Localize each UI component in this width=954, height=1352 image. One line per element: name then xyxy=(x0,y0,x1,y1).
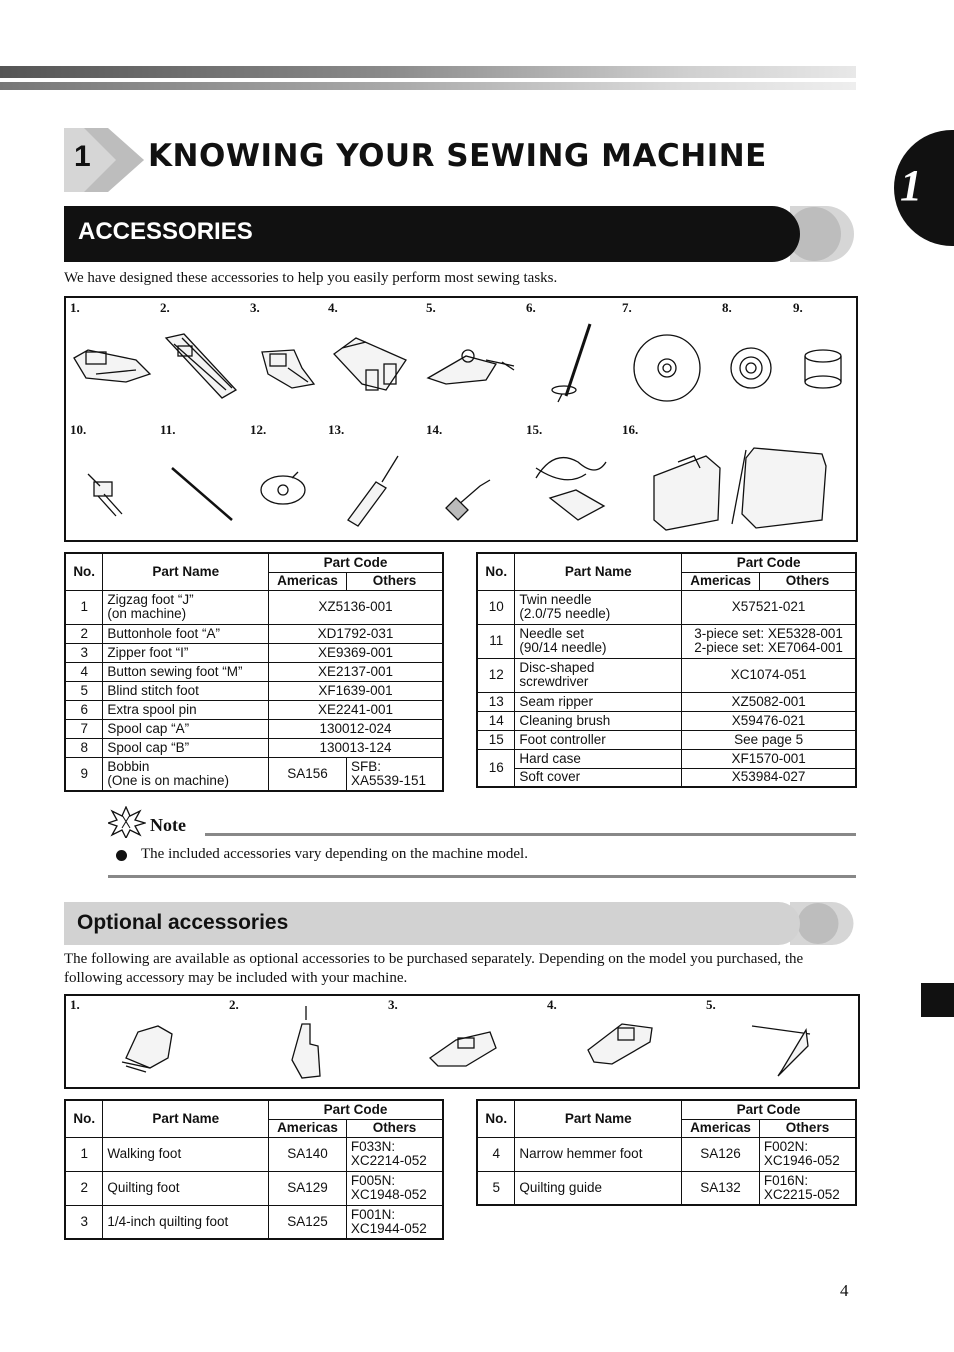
optional-intro: The following are available as optional accessories to be purchased separately. Depending on the model you purchased, the following accessory may be included with your machine. xyxy=(64,951,804,986)
zipper-foot-icon xyxy=(262,350,314,388)
optional-section-title: Optional accessories xyxy=(77,911,289,934)
optional-figure xyxy=(64,994,860,1089)
section-title: ACCESSORIES xyxy=(78,218,253,245)
note-divider xyxy=(205,833,856,836)
table-row: 11 Needle set (90/14 needle) 3-piece set: XE5328-001 2-piece set: XE7064-001 xyxy=(477,624,856,658)
section-intro: We have designed these accessories to help you easily perform most sewing tasks. xyxy=(64,270,558,286)
twin-needle-icon xyxy=(88,474,122,516)
table-row: 12 Disc-shaped screwdriver XC1074-051 xyxy=(477,658,856,692)
table-row: 6 Extra spool pin XE2241-001 xyxy=(65,700,443,719)
figure-label: 16. xyxy=(622,422,639,437)
table-row: 3 1/4-inch quilting foot SA125 F001N: XC1944-052 xyxy=(65,1205,443,1239)
foot-controller-icon xyxy=(536,458,606,520)
figure-label: 12. xyxy=(250,422,267,437)
header-part-code: Part Code xyxy=(269,553,443,572)
needle-icon xyxy=(172,468,232,520)
chapter-number: 1 xyxy=(74,140,91,173)
header-others: Others xyxy=(759,1119,856,1137)
spool-pin-icon xyxy=(552,324,590,402)
figure-label: 2. xyxy=(229,997,239,1012)
table-row: 16 Hard case XF1570-001 xyxy=(477,749,856,768)
walking-foot-icon xyxy=(122,1026,172,1072)
accessories-figure xyxy=(64,296,858,542)
figure-label: 1. xyxy=(70,300,80,315)
optional-table-left xyxy=(64,1099,444,1240)
chapter-side-tab-number: 1 xyxy=(900,161,922,210)
header-no: No. xyxy=(477,553,515,590)
table-row: 14 Cleaning brush X59476-021 xyxy=(477,711,856,730)
narrow-hemmer-foot-icon xyxy=(588,1024,652,1064)
accessories-table-left xyxy=(64,552,444,792)
table-row: 8 Spool cap “B” 130013-124 xyxy=(65,738,443,757)
table-row: 10 Twin needle (2.0/75 needle) X57521-021 xyxy=(477,590,856,624)
figure-label: 3. xyxy=(388,997,398,1012)
header-part-code: Part Code xyxy=(269,1100,443,1119)
table-row: 5 Blind stitch foot XF1639-001 xyxy=(65,681,443,700)
optional-table-right xyxy=(476,1099,857,1206)
header-part-name: Part Name xyxy=(103,553,269,590)
note-star-icon xyxy=(108,806,146,838)
table-row: 9 Bobbin (One is on machine) SA156 SFB: XA5539-151 xyxy=(65,757,443,791)
figure-label: 8. xyxy=(722,300,732,315)
header-part-name: Part Name xyxy=(515,1100,682,1137)
soft-cover-icon xyxy=(732,448,826,528)
header-part-name: Part Name xyxy=(103,1100,269,1137)
figure-label: 5. xyxy=(706,997,716,1012)
header-part-code: Part Code xyxy=(682,553,856,572)
table-row: 2 Quilting foot SA129 F005N: XC1948-052 xyxy=(65,1171,443,1205)
figure-label: 9. xyxy=(793,300,803,315)
figure-label: 4. xyxy=(328,300,338,315)
zigzag-foot-icon xyxy=(74,350,150,382)
figure-label: 10. xyxy=(70,422,87,437)
header-no: No. xyxy=(65,1100,103,1137)
header-others: Others xyxy=(760,572,856,590)
table-row: 3 Zipper foot “I” XE9369-001 xyxy=(65,643,443,662)
accessories-table-right xyxy=(476,552,857,788)
optional-illustration xyxy=(66,996,858,1087)
chapter-title: KNOWING YOUR SEWING MACHINE xyxy=(148,138,767,174)
side-marker xyxy=(921,983,954,1017)
bullet-icon xyxy=(116,850,127,861)
note-label: Note xyxy=(150,815,186,835)
button-sewing-foot-icon xyxy=(334,338,406,390)
figure-label: 7. xyxy=(622,300,632,315)
figure-label: 2. xyxy=(160,300,170,315)
figure-label: 4. xyxy=(547,997,557,1012)
header-bar-thin xyxy=(0,82,856,90)
accessories-illustration xyxy=(66,298,856,540)
table-row: 1 Zigzag foot “J” (on machine) XZ5136-001 xyxy=(65,590,443,624)
figure-label: 5. xyxy=(426,300,436,315)
header-others: Others xyxy=(346,572,443,590)
header-others: Others xyxy=(346,1119,443,1137)
header-part-name: Part Name xyxy=(515,553,682,590)
figure-label: 6. xyxy=(526,300,536,315)
header-americas: Americas xyxy=(682,572,760,590)
header-part-code: Part Code xyxy=(682,1100,856,1119)
header-bar xyxy=(0,66,856,78)
quarter-inch-quilting-foot-icon xyxy=(430,1032,496,1066)
table-row: 5 Quilting guide SA132 F016N: XC2215-052 xyxy=(477,1171,856,1205)
seam-ripper-icon xyxy=(348,456,398,526)
table-row: 2 Buttonhole foot “A” XD1792-031 xyxy=(65,624,443,643)
buttonhole-foot-icon xyxy=(166,334,236,398)
figure-label: 11. xyxy=(160,422,176,437)
table-row: 13 Seam ripper XZ5082-001 xyxy=(477,692,856,711)
note-text: The included accessories vary depending on the machine model. xyxy=(141,846,528,862)
table-row: 15 Foot controller See page 5 xyxy=(477,730,856,749)
header-no: No. xyxy=(477,1100,515,1137)
header-no: No. xyxy=(65,553,103,590)
table-row: 1 Walking foot SA140 F033N: XC2214-052 xyxy=(65,1137,443,1171)
bobbin-icon xyxy=(805,350,841,388)
header-americas: Americas xyxy=(682,1119,760,1137)
table-row: Soft cover X53984-027 xyxy=(477,768,856,787)
figure-label: 1. xyxy=(70,997,80,1012)
note-bottom-divider xyxy=(108,875,856,878)
table-row: 7 Spool cap “A” 130012-024 xyxy=(65,719,443,738)
blind-stitch-foot-icon xyxy=(428,350,514,384)
table-row: 4 Narrow hemmer foot SA126 F002N: XC1946-052 xyxy=(477,1137,856,1171)
quilting-guide-icon xyxy=(752,1026,810,1076)
table-row: 4 Button sewing foot “M” XE2137-001 xyxy=(65,662,443,681)
figure-label: 13. xyxy=(328,422,345,437)
figure-label: 15. xyxy=(526,422,543,437)
header-americas: Americas xyxy=(269,1119,347,1137)
spool-cap-b-icon xyxy=(731,348,771,388)
header-americas: Americas xyxy=(269,572,347,590)
page-number: 4 xyxy=(840,1281,849,1300)
figure-label: 3. xyxy=(250,300,260,315)
disc-screwdriver-icon xyxy=(261,472,305,504)
spool-cap-a-icon xyxy=(634,335,700,401)
quilting-foot-icon xyxy=(292,1006,320,1078)
cleaning-brush-icon xyxy=(446,480,490,520)
hard-case-icon xyxy=(654,456,720,530)
figure-label: 14. xyxy=(426,422,443,437)
